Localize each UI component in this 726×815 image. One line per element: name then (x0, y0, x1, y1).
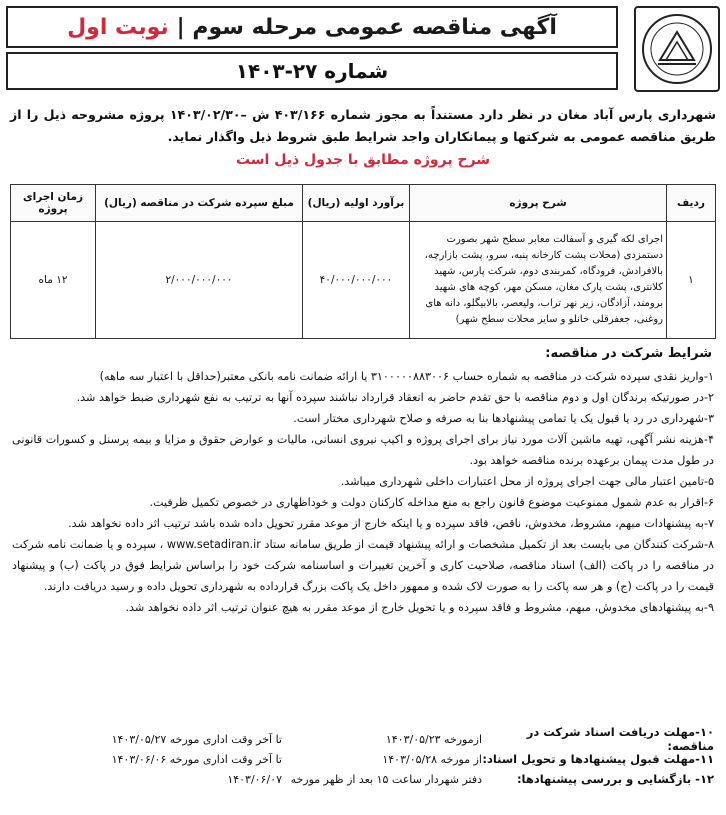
conditions-title: شرایط شرکت در مناقصه: (545, 346, 712, 361)
condition-item: ۱-واریز نقدی سپرده شرکت در مناقصه به شماره حساب ۳۱۰۰۰۰۰۸۸۳۰۰۶ یا ارائه ضمانت نامه بانکی معتبر(حداقل با اعتبار سه ماهه) (99, 370, 714, 383)
condition-item: ۳-شهرداری در رد یا قبول یک یا تمامی پیشنهادها بنا به صرفه و صلاح شهرداری مختار است. (293, 412, 714, 425)
deadline-to: تا آخر وقت اداری مورخه ۱۴۰۳/۰۵/۲۷ (111, 732, 282, 746)
condition-item: ۹-به پیشنهادهای مخدوش، مبهم، مشروط و فاقد سپرده و یا تحویل خارج از موعد مقرر به هیچ عنوان ترتیب اثر داده نخواهد شد. (125, 601, 714, 614)
cell-duration: ۱۲ ماه (11, 222, 96, 339)
conditions-list (12, 366, 714, 618)
deadline-label: ۱۲- بازگشایی و بررسی پیشنهادها: (516, 772, 714, 786)
cell-deposit: ۲/۰۰۰/۰۰۰/۰۰۰ (96, 222, 303, 339)
cell-index: ۱ (667, 222, 716, 339)
col-header-duration: زمان اجرای پروژه (11, 185, 96, 222)
title-main: آگهی مناقصه عمومی مرحله سوم | (176, 14, 557, 40)
condition-item: ۲-در صورتیکه برندگان اول و دوم مناقصه با حق تقدم حاضر به انعقاد قرارداد نباشند سپرده آنها به ترتیب به نفع شهرداری ضبط خواهد شد. (76, 391, 714, 404)
condition-item: ۷-به پیشنهادات مبهم، مشروط، مخدوش، ناقص، فاقد سپرده و یا اینکه خارج از موعد مقرر تحویل داده شده باشد ترتیب اثر داده نخواهد شد. (68, 517, 714, 530)
notice-intro: شهرداری پارس آباد مغان در نظر دارد مستنداً به مجوز شماره ۴۰۳/۱۶۶ ش –۱۴۰۳/۰۲/۳۰ پروژه مشروحه ذیل را از طریق مناقصه عمومی به شرکتها و پیمانکاران واجد شرایط طبق شروط ذیل واگذار نماید. (10, 107, 716, 144)
cell-description: اجرای لکه گیری و آسفالت معابر سطح شهر بصورت دستمزدی (محلات پشت کارخانه پنبه، سرو، پشت بازارچه، بالافرادش، فرودگاه، کمربندی دوم، شرکت پارس، شهید کلانتری، پشت پارک مغان، مسکن مهر، کوچه های شهید برومند، آزادگان، زیر نهر تراب، ولیعصر، بالابیگلو، دانه های روغنی، جعفرقلی خانلو و سایر محلات سطح شهر) (410, 222, 667, 339)
col-header-index: ردیف (667, 185, 716, 222)
condition-item: ۴-هزینه نشر آگهی، تهیه ماشین آلات مورد نیاز برای اجرای پروژه و اکیپ نیروی انسانی، مالیات و عوارض حقوق و مزایا و بیمه پرسنل و کسورات قانونی در طول مدت پیمان برعهده برنده مناقصه خواهد بود. (12, 433, 714, 467)
deadline-from: از مورخه ۱۴۰۳/۰۵/۲۸ (382, 752, 482, 766)
title-round: نوبت اول (67, 14, 169, 40)
deadline-to: تا آخر وقت اداری مورخه ۱۴۰۳/۰۶/۰۶ (111, 752, 282, 766)
deadline-label: ۱۱-مهلت قبول پیشنهادها و تحویل اسناد: (482, 752, 714, 766)
condition-item: ۶-اقرار به عدم شمول ممنوعیت موضوع قانون راجع به منع مداخله کارکنان دولت و خوداظهاری در خصوص تکمیل ظرفیت. (149, 496, 714, 509)
table-header-row (11, 185, 716, 222)
deadline-label: ۱۰-مهلت دریافت اسناد شرکت در مناقصه: (526, 725, 714, 753)
notice-title (6, 6, 618, 48)
notice-header (0, 0, 726, 100)
table-row (11, 222, 716, 339)
project-table (10, 184, 716, 339)
municipality-logo (634, 6, 720, 92)
col-header-description: شرح پروژه (410, 185, 667, 222)
col-header-estimate: برآورد اولیه (ریال) (303, 185, 410, 222)
deadline-from: ازمورخه ۱۴۰۳/۰۵/۲۳ (385, 732, 482, 746)
deadlines-block (12, 725, 714, 789)
deadline-from: دفتر شهردار ساعت ۱۵ بعد از ظهر مورخه (290, 772, 482, 786)
cell-estimate: ۴۰/۰۰۰/۰۰۰/۰۰۰ (303, 222, 410, 339)
condition-item: ۵-تامین اعتبار مالی جهت اجرای پروژه از محل اعتبارات داخلی شهرداری میباشد. (340, 475, 714, 488)
deadline-row (12, 749, 714, 769)
deadline-to: ۱۴۰۳/۰۶/۰۷ (227, 772, 282, 786)
table-section-title: شرح پروژه مطابق با جدول ذیل است (235, 152, 491, 168)
condition-item: ۸-شرکت کنندگان می بایست بعد از تکمیل مشخصات و ارائه پیشنهاد قیمت از طریق سامانه ستاد www.setadiran.ir ، سپرده و یا ضمانت نامه شرکت در مناقصه را در پاکت (الف) اسناد مناقصه، صلاحیت کاری و آخرین تغییرات و اساسنامه شرکت خود را براساس شرایط فوق در پاکت (ب) و پیشنهاد قیمت را در پاکت (ج) و هر سه پاکت را به صورت لاک شده و ممهور داخل یک پاکت بزرگ قرارداده به شهرداری تحویل داده و رسید دریافت دارند. (12, 538, 715, 593)
col-header-deposit: مبلغ سپرده شرکت در مناقصه (ریال) (96, 185, 303, 222)
municipality-emblem-icon (638, 10, 716, 88)
notice-number: شماره ۲۷-۱۴۰۳ (6, 52, 618, 90)
deadline-row (12, 725, 714, 753)
deadline-row (12, 769, 714, 789)
